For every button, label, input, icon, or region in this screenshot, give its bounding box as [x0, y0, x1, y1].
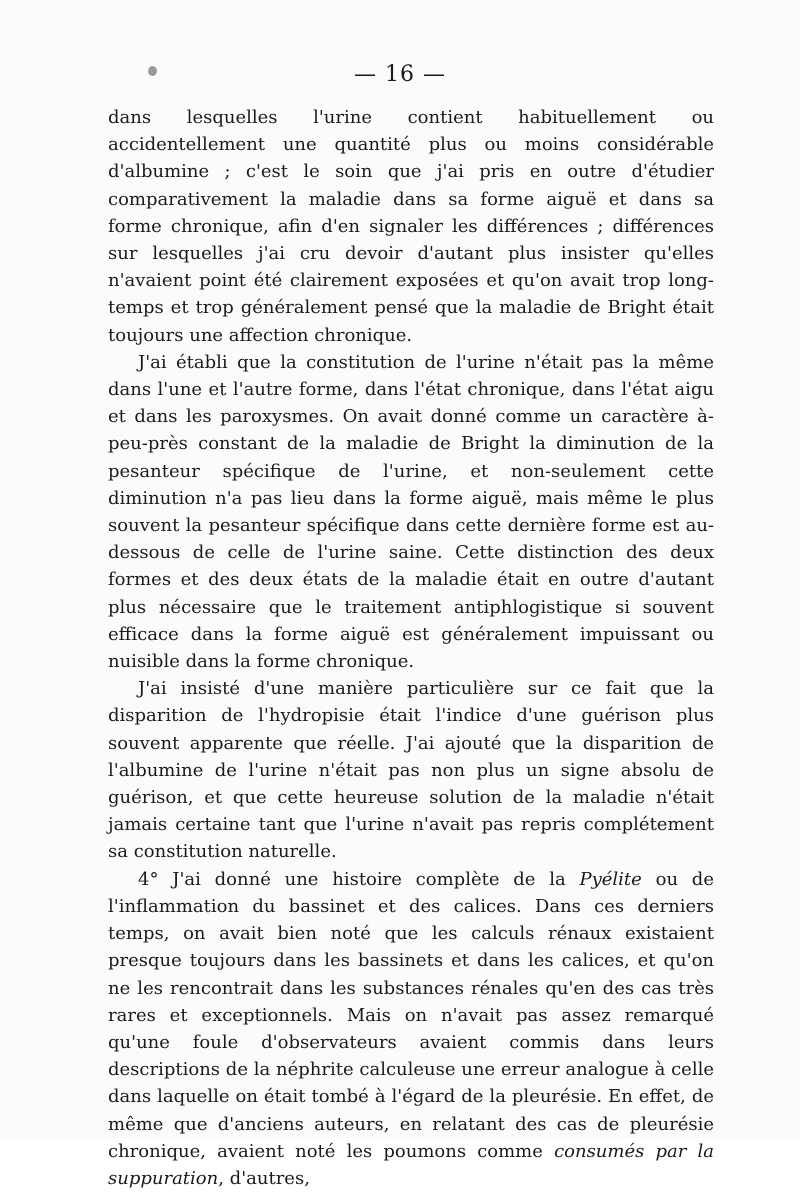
paragraph-2-text: J'ai établi que la constitution de l'urine n'était pas la même dans l'une et l'autre forme, dans l'état chronique, dans l'état aigu et dans les paroxysmes. On avait donné comme un caractère à-peu-près constant de la maladie de Bright la diminution de la pesanteur spécifique de l'urine, et non-seulement cette diminution n'a pas lieu dans la forme aiguë, mais même le plus souvent la pesanteur spécifique dans cette dernière forme est au-dessous de celle de l'urine saine. Cette distinction des deux formes et des deux états de la maladie était en outre d'autant plus nécessaire que le traitement antiphlogistique si souvent efficace dans la forme aiguë est généralement impuissant ou nuisible dans la forme chronique. [108, 351, 714, 673]
consumes-phrase: consumés par la suppuration [108, 1140, 714, 1189]
paragraph-2 [108, 349, 714, 675]
paragraph-4-text-c: , d'autres, [218, 1167, 310, 1189]
paragraph-3-text: J'ai insisté d'une manière particulière sur ce fait que la disparition de l'hydropisie était l'indice d'une guérison plus souvent apparente que réelle. J'ai ajouté que la disparition de l'albumine de l'urine n'était pas non plus un signe absolu de guérison, et que cette heureuse solution de la maladie n'était jamais certaine tant que l'urine n'avait pas repris complétement sa constitution naturelle. [108, 678, 714, 863]
paragraph-1 [108, 104, 714, 349]
pyelite-term: Pyélite [579, 868, 642, 890]
paragraph-4-text-b: ou de l'inflammation du bassinet et des calices. Dans ces derniers temps, on avait bien noté que les calculs rénaux existaient presque toujours dans les bassinets et dans les calices, et qu'on ne les rencontrait dans les substances rénales qu'en des cas très rares et exceptionnels. Mais on n'avait pas assez remarqué qu'une foule d'observateurs avaient commis dans leurs descriptions de la néphrite calculeuse une erreur analogue à celle dans laquelle on était tombé à l'égard de la pleurésie. En effet, de même que d'anciens auteurs, en relatant des cas de pleurésie chronique, avaient noté les poumons comme [108, 868, 714, 1162]
paragraph-3 [108, 675, 714, 865]
paragraph-1-text: dans lesquelles l'urine contient habituellement ou accidentellement une quantité plus ou moins considérable d'albumine ; c'est le soin que j'ai pris en outre d'étudier comparativement la maladie dans sa forme aiguë et dans sa forme chronique, afin d'en signaler les différences ; différences sur lesquelles j'ai cru devoir d'autant plus insister qu'elles n'avaient point été clairement exposées et qu'on avait trop long-temps et trop généralement pensé que la maladie de Bright était toujours une affection chronique. [108, 107, 714, 346]
paragraph-4-text-a: 4° J'ai donné une histoire complète de la [138, 868, 580, 890]
body-text [108, 104, 714, 1192]
paragraph-4 [108, 866, 714, 1192]
page-number: — 16 — [354, 62, 446, 87]
